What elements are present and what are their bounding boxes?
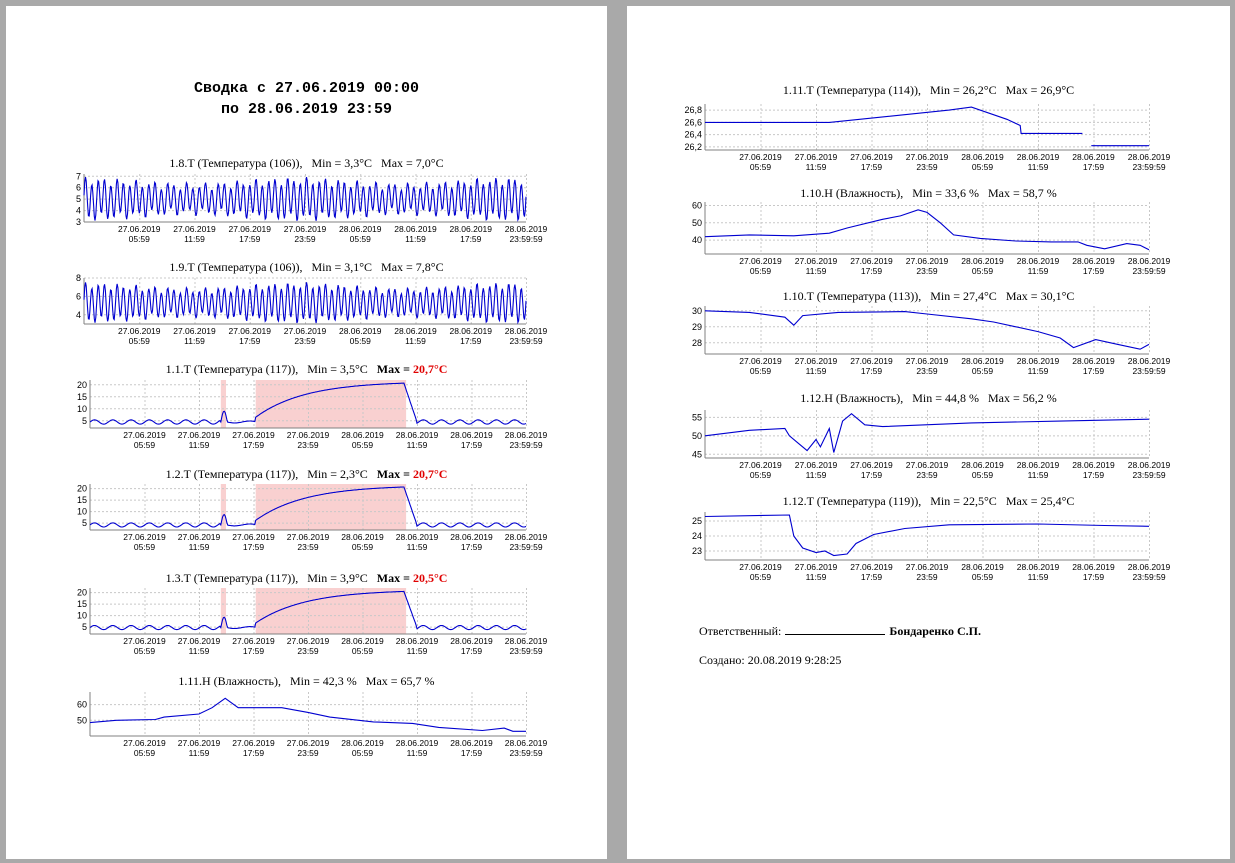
x-tick-date: 27.06.2019: [794, 356, 838, 366]
x-tick-time: 05:59: [133, 542, 156, 552]
x-tick-time: 05:59: [971, 470, 994, 480]
x-tick-date: 27.06.2019: [123, 532, 166, 542]
x-tick-date: 27.06.2019: [905, 356, 949, 366]
x-tick-time: 17:59: [860, 470, 883, 480]
x-tick-date: 28.06.2019: [450, 430, 493, 440]
x-tick-time: 17:59: [460, 336, 482, 346]
y-tick-label: 45: [691, 449, 702, 460]
x-tick-time: 11:59: [805, 162, 827, 172]
chart-max: Max = 20,5°C: [376, 571, 448, 585]
x-tick-time: 11:59: [1027, 470, 1049, 480]
x-tick-date: 28.06.2019: [394, 326, 437, 336]
x-tick-time: 17:59: [860, 572, 883, 582]
x-tick-date: 28.06.2019: [1072, 256, 1115, 266]
x-tick-date: 28.06.2019: [449, 224, 493, 234]
x-tick-time: 11:59: [405, 336, 426, 346]
x-tick-time: 11:59: [188, 646, 210, 656]
chart-min: Min = 42,3 %: [281, 674, 366, 688]
x-tick-date: 28.06.2019: [394, 224, 437, 234]
x-tick-time: 23:59:59: [509, 542, 543, 552]
x-tick-time: 11:59: [1027, 266, 1049, 276]
x-tick-time: 11:59: [406, 748, 428, 758]
x-tick-time: 23:59: [916, 572, 938, 582]
y-tick-label: 50: [76, 715, 87, 726]
y-tick-label: 10: [76, 506, 87, 517]
responsible-line: [699, 623, 981, 639]
x-tick-date: 27.06.2019: [123, 738, 166, 748]
x-tick-time: 05:59: [971, 162, 994, 172]
x-tick-date: 27.06.2019: [117, 224, 161, 234]
y-tick-label: 5: [81, 415, 87, 426]
y-tick-label: 23: [691, 546, 702, 556]
x-tick-time: 23:59:59: [509, 646, 543, 656]
x-tick-date: 28.06.2019: [504, 636, 548, 646]
x-tick-time: 11:59: [184, 336, 205, 346]
x-tick-time: 11:59: [405, 234, 426, 244]
x-tick-date: 28.06.2019: [1016, 562, 1060, 572]
x-tick-time: 11:59: [406, 440, 428, 450]
x-tick-time: 05:59: [971, 366, 994, 376]
x-tick-date: 28.06.2019: [1127, 562, 1171, 572]
x-tick-date: 27.06.2019: [905, 152, 949, 162]
x-tick-date: 28.06.2019: [341, 738, 384, 748]
y-tick-label: 15: [76, 495, 87, 506]
x-tick-time: 17:59: [239, 234, 261, 244]
x-tick-date: 28.06.2019: [341, 430, 384, 440]
chart-name: 1.11.H (Влажность),: [178, 674, 282, 688]
x-tick-date: 28.06.2019: [1016, 152, 1060, 162]
series-line: [90, 698, 526, 731]
chart-c112h: [675, 406, 1199, 494]
x-tick-time: 17:59: [460, 542, 483, 552]
x-tick-date: 28.06.2019: [450, 636, 493, 646]
x-tick-date: 28.06.2019: [338, 326, 382, 336]
x-tick-date: 28.06.2019: [1127, 460, 1171, 470]
x-tick-time: 05:59: [133, 748, 156, 758]
series-line: [84, 282, 526, 323]
x-tick-time: 05:59: [351, 440, 374, 450]
x-tick-time: 23:59: [297, 646, 319, 656]
y-tick-label: 20: [76, 379, 87, 390]
x-tick-time: 05:59: [971, 266, 994, 276]
chart-title-c111t: [627, 83, 1230, 98]
chart-name: 1.2.T (Температура (117)),: [165, 467, 299, 481]
chart-title-c111h: [6, 674, 607, 689]
y-tick-label: 28: [691, 337, 702, 348]
x-tick-time: 17:59: [1082, 162, 1105, 172]
x-tick-time: 23:59:59: [1132, 572, 1166, 582]
x-tick-date: 28.06.2019: [1016, 356, 1060, 366]
x-tick-date: 28.06.2019: [1016, 460, 1060, 470]
y-tick-label: 25: [691, 516, 702, 526]
x-tick-time: 17:59: [242, 748, 265, 758]
x-tick-date: 27.06.2019: [123, 430, 166, 440]
x-tick-time: 05:59: [971, 572, 994, 582]
chart-name: 1.10.H (Влажность),: [800, 186, 904, 200]
x-tick-date: 28.06.2019: [504, 326, 548, 336]
x-tick-date: 28.06.2019: [961, 256, 1004, 266]
chart-c11: [60, 376, 576, 464]
x-tick-date: 28.06.2019: [395, 636, 439, 646]
chart-min: Min = 33,6 %: [903, 186, 989, 200]
x-tick-time: 23:59:59: [509, 748, 543, 758]
x-tick-date: 27.06.2019: [850, 562, 893, 572]
x-tick-time: 23:59: [294, 234, 316, 244]
x-tick-date: 27.06.2019: [739, 562, 782, 572]
x-tick-time: 17:59: [242, 646, 265, 656]
x-tick-date: 27.06.2019: [739, 460, 782, 470]
x-tick-date: 27.06.2019: [905, 256, 949, 266]
chart-max: Max = 7,8°C: [381, 260, 444, 274]
x-tick-time: 11:59: [406, 542, 428, 552]
chart-c13: [60, 584, 576, 670]
x-tick-time: 17:59: [1082, 470, 1105, 480]
x-tick-time: 11:59: [1027, 162, 1049, 172]
chart-max: Max = 7,0°C: [381, 156, 444, 170]
x-tick-date: 28.06.2019: [338, 224, 382, 234]
x-tick-date: 27.06.2019: [905, 460, 949, 470]
x-tick-time: 17:59: [242, 440, 265, 450]
x-tick-date: 28.06.2019: [395, 532, 439, 542]
x-tick-time: 17:59: [860, 162, 883, 172]
chart-max: Max = 20,7°C: [376, 362, 448, 376]
chart-name: 1.12.T (Температура (119)),: [782, 494, 922, 508]
chart-max: Max = 26,9°C: [1005, 83, 1075, 97]
x-tick-time: 05:59: [351, 646, 374, 656]
chart-title-c19: [6, 260, 607, 275]
x-tick-date: 27.06.2019: [850, 460, 893, 470]
x-tick-date: 28.06.2019: [1127, 356, 1171, 366]
chart-min: Min = 3,9°C: [298, 571, 377, 585]
x-tick-time: 23:59:59: [1132, 470, 1166, 480]
x-tick-time: 17:59: [1082, 572, 1105, 582]
series-line: [705, 107, 1149, 146]
x-tick-date: 28.06.2019: [450, 738, 493, 748]
x-tick-time: 11:59: [805, 470, 827, 480]
y-tick-label: 8: [75, 273, 81, 283]
x-tick-time: 05:59: [133, 646, 156, 656]
x-tick-time: 11:59: [1027, 366, 1049, 376]
x-tick-time: 23:59: [294, 336, 316, 346]
y-tick-label: 10: [76, 403, 87, 414]
x-tick-date: 27.06.2019: [794, 562, 838, 572]
chart-max: Max = 56,2 %: [988, 391, 1057, 405]
x-tick-date: 28.06.2019: [1072, 152, 1115, 162]
x-tick-time: 05:59: [749, 162, 772, 172]
chart-name: 1.1.T (Температура (117)),: [165, 362, 299, 376]
chart-name: 1.10.T (Температура (113)),: [782, 289, 922, 303]
chart-c18: [54, 170, 576, 258]
y-tick-label: 29: [691, 321, 702, 332]
x-tick-date: 28.06.2019: [449, 326, 493, 336]
x-tick-date: 28.06.2019: [1127, 256, 1171, 266]
x-tick-time: 23:59: [297, 440, 319, 450]
y-tick-label: 20: [76, 587, 87, 598]
x-tick-time: 11:59: [805, 266, 827, 276]
report-page-2: [627, 6, 1230, 859]
y-tick-label: 20: [76, 483, 87, 494]
x-tick-date: 27.06.2019: [232, 532, 275, 542]
chart-title-c112t: [627, 494, 1230, 509]
y-tick-label: 5: [81, 622, 87, 633]
x-tick-time: 05:59: [749, 572, 772, 582]
x-tick-time: 23:59: [916, 266, 938, 276]
x-tick-date: 28.06.2019: [1127, 152, 1171, 162]
signature-line: [785, 623, 885, 635]
x-tick-date: 28.06.2019: [341, 532, 384, 542]
x-tick-time: 17:59: [1082, 366, 1105, 376]
x-tick-date: 28.06.2019: [504, 738, 548, 748]
chart-min: Min = 2,3°C: [298, 467, 377, 481]
x-tick-date: 28.06.2019: [1072, 460, 1115, 470]
x-tick-date: 27.06.2019: [286, 738, 330, 748]
x-tick-date: 27.06.2019: [286, 532, 330, 542]
chart-min: Min = 3,3°C: [302, 156, 382, 170]
chart-c12: [60, 480, 576, 566]
x-tick-time: 11:59: [188, 542, 210, 552]
x-tick-date: 28.06.2019: [504, 430, 548, 440]
responsible-name: Бондаренко С.П.: [889, 624, 981, 638]
y-tick-label: 5: [81, 518, 87, 529]
x-tick-time: 11:59: [188, 748, 210, 758]
x-tick-date: 27.06.2019: [739, 152, 782, 162]
chart-c112t: [675, 508, 1199, 596]
chart-min: Min = 3,5°C: [298, 362, 377, 376]
x-tick-date: 28.06.2019: [504, 224, 548, 234]
x-tick-date: 28.06.2019: [1016, 256, 1060, 266]
x-tick-time: 17:59: [239, 336, 261, 346]
x-tick-time: 05:59: [351, 542, 374, 552]
chart-min: Min = 22,5°C: [921, 494, 1006, 508]
x-tick-time: 11:59: [805, 366, 827, 376]
y-tick-label: 26,6: [684, 117, 702, 128]
chart-name: 1.3.T (Температура (117)),: [165, 571, 299, 585]
x-tick-time: 11:59: [805, 572, 827, 582]
x-tick-time: 17:59: [460, 440, 483, 450]
chart-c110t: [675, 302, 1199, 390]
x-tick-time: 05:59: [133, 440, 156, 450]
chart-min: Min = 3,1°C: [302, 260, 382, 274]
x-tick-date: 27.06.2019: [232, 636, 275, 646]
x-tick-date: 28.06.2019: [961, 460, 1004, 470]
x-tick-date: 27.06.2019: [228, 326, 272, 336]
x-tick-time: 23:59:59: [1132, 162, 1166, 172]
x-tick-date: 27.06.2019: [905, 562, 949, 572]
x-tick-date: 27.06.2019: [850, 152, 893, 162]
y-tick-label: 5: [75, 194, 81, 205]
x-tick-time: 05:59: [749, 470, 772, 480]
y-tick-label: 26,2: [684, 141, 702, 152]
y-tick-label: 4: [75, 309, 81, 320]
x-tick-date: 28.06.2019: [961, 356, 1004, 366]
x-tick-date: 28.06.2019: [450, 532, 493, 542]
x-tick-time: 23:59: [297, 748, 319, 758]
x-tick-time: 17:59: [860, 366, 883, 376]
x-tick-date: 27.06.2019: [739, 356, 782, 366]
chart-c111t: [675, 100, 1199, 186]
chart-title-c18: [6, 156, 607, 171]
chart-name: 1.12.H (Влажность),: [800, 391, 904, 405]
x-tick-time: 23:59:59: [1132, 366, 1166, 376]
x-tick-date: 27.06.2019: [228, 224, 272, 234]
y-tick-label: 6: [75, 291, 81, 302]
x-tick-date: 28.06.2019: [961, 562, 1004, 572]
x-tick-date: 28.06.2019: [395, 430, 439, 440]
x-tick-time: 17:59: [242, 542, 265, 552]
x-tick-time: 23:59: [297, 542, 319, 552]
x-tick-date: 27.06.2019: [794, 256, 838, 266]
x-tick-date: 28.06.2019: [1072, 356, 1115, 366]
x-tick-date: 27.06.2019: [177, 738, 221, 748]
chart-min: Min = 44,8 %: [903, 391, 989, 405]
y-tick-label: 15: [76, 391, 87, 402]
y-tick-label: 40: [691, 235, 702, 246]
chart-max: Max = 58,7 %: [988, 186, 1057, 200]
x-tick-date: 27.06.2019: [173, 326, 216, 336]
x-tick-time: 23:59: [916, 162, 938, 172]
x-tick-time: 23:59: [916, 366, 938, 376]
report-title-line-1: Сводка с 27.06.2019 00:00: [193, 80, 420, 97]
x-tick-date: 27.06.2019: [850, 356, 893, 366]
chart-max: Max = 25,4°C: [1005, 494, 1075, 508]
y-tick-label: 60: [76, 699, 87, 710]
x-tick-date: 27.06.2019: [286, 430, 330, 440]
x-tick-time: 05:59: [128, 336, 150, 346]
responsible-label: Ответственный:: [699, 624, 782, 638]
x-tick-time: 17:59: [460, 748, 483, 758]
report-page-1: [6, 6, 607, 859]
y-tick-label: 26,4: [684, 129, 702, 140]
x-tick-date: 27.06.2019: [123, 636, 166, 646]
chart-min: Min = 27,4°C: [921, 289, 1006, 303]
y-tick-label: 60: [691, 200, 702, 211]
x-tick-time: 17:59: [460, 646, 483, 656]
x-tick-time: 05:59: [351, 748, 374, 758]
x-tick-time: 23:59:59: [1132, 266, 1166, 276]
chart-name: 1.11.T (Температура (114)),: [782, 83, 922, 97]
report-title-line-2: по 28.06.2019 23:59: [220, 101, 393, 118]
y-tick-label: 55: [691, 412, 702, 423]
chart-name: 1.9.T (Температура (106)),: [169, 260, 303, 274]
y-tick-label: 50: [691, 430, 702, 441]
x-tick-time: 23:59: [916, 470, 938, 480]
x-tick-date: 28.06.2019: [1072, 562, 1115, 572]
x-tick-time: 05:59: [749, 366, 772, 376]
x-tick-time: 05:59: [128, 234, 150, 244]
x-tick-date: 27.06.2019: [283, 224, 327, 234]
chart-c111h: [60, 688, 576, 772]
chart-title-c112h: [627, 391, 1230, 406]
chart-name: 1.8.T (Температура (106)),: [169, 156, 303, 170]
x-tick-date: 27.06.2019: [794, 460, 838, 470]
y-tick-label: 50: [691, 217, 702, 228]
x-tick-time: 17:59: [860, 266, 883, 276]
y-tick-label: 10: [76, 610, 87, 621]
x-tick-time: 11:59: [188, 440, 210, 450]
x-tick-time: 23:59:59: [509, 336, 543, 346]
chart-c19: [54, 274, 576, 360]
x-tick-time: 17:59: [1082, 266, 1105, 276]
x-tick-date: 27.06.2019: [173, 224, 216, 234]
x-tick-date: 27.06.2019: [850, 256, 893, 266]
x-tick-date: 27.06.2019: [283, 326, 327, 336]
chart-max: Max = 65,7 %: [365, 674, 435, 688]
x-tick-date: 27.06.2019: [232, 430, 275, 440]
y-tick-label: 7: [75, 171, 81, 182]
chart-c110h: [675, 198, 1199, 290]
x-tick-time: 23:59:59: [509, 440, 543, 450]
x-tick-time: 11:59: [406, 646, 428, 656]
x-tick-date: 27.06.2019: [117, 326, 161, 336]
y-tick-label: 30: [691, 305, 702, 316]
x-tick-time: 05:59: [349, 336, 371, 346]
x-tick-date: 27.06.2019: [177, 430, 221, 440]
x-tick-date: 28.06.2019: [341, 636, 384, 646]
chart-title-c11: [6, 362, 607, 377]
y-tick-label: 26,8: [684, 105, 702, 116]
x-tick-date: 27.06.2019: [794, 152, 838, 162]
x-tick-date: 28.06.2019: [504, 532, 548, 542]
x-tick-date: 27.06.2019: [739, 256, 782, 266]
x-tick-date: 27.06.2019: [232, 738, 275, 748]
x-tick-date: 27.06.2019: [177, 636, 221, 646]
x-tick-date: 27.06.2019: [286, 636, 330, 646]
x-tick-time: 05:59: [749, 266, 772, 276]
chart-min: Min = 26,2°C: [921, 83, 1006, 97]
x-tick-time: 11:59: [184, 234, 205, 244]
y-tick-label: 15: [76, 599, 87, 610]
y-tick-label: 4: [75, 205, 81, 216]
x-tick-time: 23:59:59: [509, 234, 543, 244]
x-tick-date: 27.06.2019: [177, 532, 221, 542]
report-title: [6, 78, 607, 120]
x-tick-date: 28.06.2019: [395, 738, 439, 748]
y-tick-label: 6: [75, 182, 81, 193]
y-tick-label: 24: [691, 531, 702, 541]
y-tick-label: 3: [75, 217, 81, 227]
x-tick-date: 28.06.2019: [961, 152, 1004, 162]
chart-max: Max = 20,7°C: [376, 467, 448, 481]
created-timestamp: Создано: 20.08.2019 9:28:25: [699, 653, 842, 667]
x-tick-time: 17:59: [460, 234, 482, 244]
x-tick-time: 05:59: [349, 234, 371, 244]
chart-max: Max = 30,1°C: [1005, 289, 1075, 303]
x-tick-time: 11:59: [1027, 572, 1049, 582]
